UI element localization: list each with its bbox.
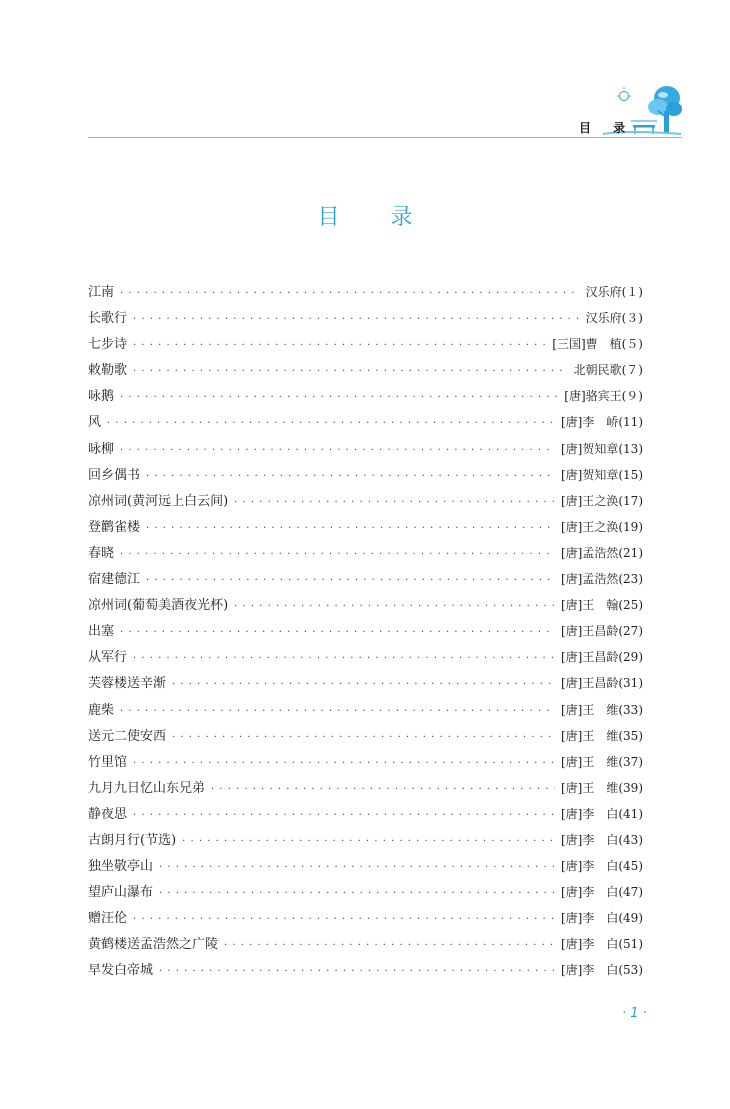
toc-entry-title: 赠汪伦: [88, 911, 128, 927]
toc-dot-leader: [172, 725, 555, 751]
toc-entry-author-page: [唐]李 白(49): [561, 911, 643, 926]
toc-dot-leader: [133, 907, 555, 933]
toc-entry-title: 静夜思: [88, 806, 128, 822]
toc-dot-leader: [211, 777, 555, 803]
page-title: 目 录: [317, 205, 435, 230]
toc-entry-author-page: [唐]孟浩然(23): [561, 572, 643, 587]
toc-entry-author-page: [唐]王之涣(19): [561, 519, 643, 534]
toc-entry-author-page: [唐]王 翰(25): [561, 598, 643, 613]
table-of-contents: [88, 279, 643, 984]
toc-entry[interactable]: [88, 436, 643, 462]
toc-dot-leader: [146, 568, 555, 594]
toc-entry[interactable]: [88, 357, 643, 383]
toc-entry-author-page: 汉乐府(１): [585, 285, 643, 299]
toc-entry[interactable]: [88, 383, 643, 409]
toc-dot-leader: [159, 959, 555, 985]
toc-entry[interactable]: [88, 670, 643, 696]
toc-entry-author-page: [唐]王昌龄(27): [561, 624, 643, 639]
toc-dot-leader: [120, 542, 555, 568]
toc-entry-author-page: [唐]李 白(43): [561, 832, 643, 847]
toc-entry-title: 芙蓉楼送辛渐: [88, 676, 167, 692]
toc-dot-leader: [133, 333, 546, 359]
toc-dot-leader: [159, 881, 555, 907]
toc-entry[interactable]: [88, 801, 643, 827]
toc-entry-author-page: [唐]孟浩然(21): [561, 545, 643, 560]
toc-dot-leader: [133, 646, 555, 672]
toc-entry[interactable]: [88, 618, 643, 644]
toc-entry[interactable]: [88, 409, 643, 435]
toc-entry[interactable]: [88, 566, 643, 592]
toc-dot-leader: [120, 699, 555, 725]
toc-entry[interactable]: [88, 957, 643, 983]
toc-entry[interactable]: [88, 514, 643, 540]
toc-entry-author-page: [唐]骆宾王(９): [564, 389, 643, 404]
toc-dot-leader: [159, 855, 555, 881]
toc-entry-title: 竹里馆: [88, 754, 128, 770]
toc-entry-title: 咏鹅: [88, 389, 115, 405]
toc-dot-leader: [107, 411, 555, 437]
toc-entry-title: 长歌行: [88, 311, 128, 327]
toc-dot-leader: [120, 385, 558, 411]
toc-entry[interactable]: [88, 723, 643, 749]
toc-entry-title: 咏柳: [88, 441, 115, 457]
toc-dot-leader: [182, 829, 555, 855]
toc-dot-leader: [146, 464, 555, 490]
toc-entry[interactable]: [88, 697, 643, 723]
toc-entry-author-page: [唐]李 白(45): [561, 859, 643, 874]
toc-entry-title: 江南: [88, 285, 115, 300]
toc-entry-title: 回乡偶书: [88, 467, 141, 483]
toc-dot-leader: [133, 307, 580, 333]
toc-entry-author-page: [唐]王 维(33): [561, 702, 643, 717]
toc-entry[interactable]: [88, 644, 643, 670]
toc-entry-title: 出塞: [88, 624, 115, 640]
toc-dot-leader: [133, 751, 555, 777]
toc-entry[interactable]: [88, 775, 643, 801]
toc-dot-leader: [120, 438, 555, 464]
toc-entry-author-page: [唐]李 白(47): [561, 885, 643, 900]
toc-entry[interactable]: [88, 305, 643, 331]
toc-entry-title: 鹿柴: [88, 702, 115, 718]
toc-entry[interactable]: [88, 879, 643, 905]
toc-entry[interactable]: [88, 592, 643, 618]
toc-entry-author-page: [唐]贺知章(13): [561, 441, 643, 456]
toc-entry[interactable]: [88, 905, 643, 931]
toc-entry-title: 古朗月行(节选): [88, 832, 177, 848]
toc-entry-title: 望庐山瀑布: [88, 885, 154, 901]
toc-entry[interactable]: [88, 853, 643, 879]
toc-entry[interactable]: [88, 827, 643, 853]
toc-entry-title: 九月九日忆山东兄弟: [88, 780, 206, 796]
toc-entry-title: 七步诗: [88, 337, 128, 353]
toc-entry-author-page: [唐]李 白(53): [561, 963, 643, 978]
running-header-label: 目 录: [579, 121, 635, 135]
toc-entry-author-page: [唐]王之涣(17): [561, 493, 643, 508]
toc-entry-author-page: [唐]李 白(51): [561, 937, 643, 952]
toc-entry-author-page: [唐]王 维(39): [561, 780, 643, 795]
toc-dot-leader: [234, 490, 555, 516]
toc-entry-title: 早发白帝城: [88, 963, 154, 979]
toc-entry-author-page: [唐]王 维(37): [561, 754, 643, 769]
toc-entry-title: 凉州词(黄河远上白云间): [88, 493, 229, 509]
toc-entry-title: 凉州词(葡萄美酒夜光杯): [88, 598, 229, 614]
toc-dot-leader: [120, 620, 555, 646]
toc-entry[interactable]: [88, 488, 643, 514]
toc-entry-title: 登鹳雀楼: [88, 519, 141, 535]
toc-entry[interactable]: [88, 540, 643, 566]
toc-dot-leader: [224, 933, 555, 959]
toc-entry-title: 宿建德江: [88, 572, 141, 588]
toc-entry[interactable]: [88, 749, 643, 775]
toc-entry-title: 独坐敬亭山: [88, 859, 154, 875]
toc-entry-author-page: [唐]王 维(35): [561, 728, 643, 743]
toc-dot-leader: [146, 516, 555, 542]
toc-entry-author-page: [三国]曹 植(５): [552, 337, 643, 352]
toc-entry-title: 黄鹤楼送孟浩然之广陵: [88, 937, 219, 953]
toc-entry-author-page: [唐]王昌龄(31): [561, 676, 643, 691]
toc-entry-author-page: [唐]王昌龄(29): [561, 650, 643, 665]
toc-entry[interactable]: [88, 931, 643, 957]
toc-entry-author-page: [唐]贺知章(15): [561, 467, 643, 482]
header-divider: [88, 137, 682, 138]
toc-entry-title: 风: [88, 415, 102, 431]
toc-entry-author-page: [唐]李 白(41): [561, 806, 643, 821]
toc-dot-leader: [133, 359, 568, 385]
toc-entry[interactable]: [88, 279, 643, 305]
page-number: · 1 ·: [622, 1006, 647, 1021]
toc-entry-title: 从军行: [88, 650, 128, 666]
toc-entry-author-page: [唐]李 峤(11): [561, 415, 643, 430]
toc-dot-leader: [234, 594, 555, 620]
toc-entry[interactable]: [88, 462, 643, 488]
toc-entry-title: 春晓: [88, 545, 115, 561]
toc-dot-leader: [120, 281, 580, 307]
toc-entry-title: 送元二使安西: [88, 728, 167, 744]
toc-entry-author-page: 北朝民歌(７): [573, 363, 643, 378]
toc-entry-author-page: 汉乐府(３): [585, 311, 643, 326]
toc-entry[interactable]: [88, 331, 643, 357]
toc-dot-leader: [133, 803, 555, 829]
toc-dot-leader: [172, 672, 555, 698]
toc-entry-title: 敕勒歌: [88, 363, 128, 379]
